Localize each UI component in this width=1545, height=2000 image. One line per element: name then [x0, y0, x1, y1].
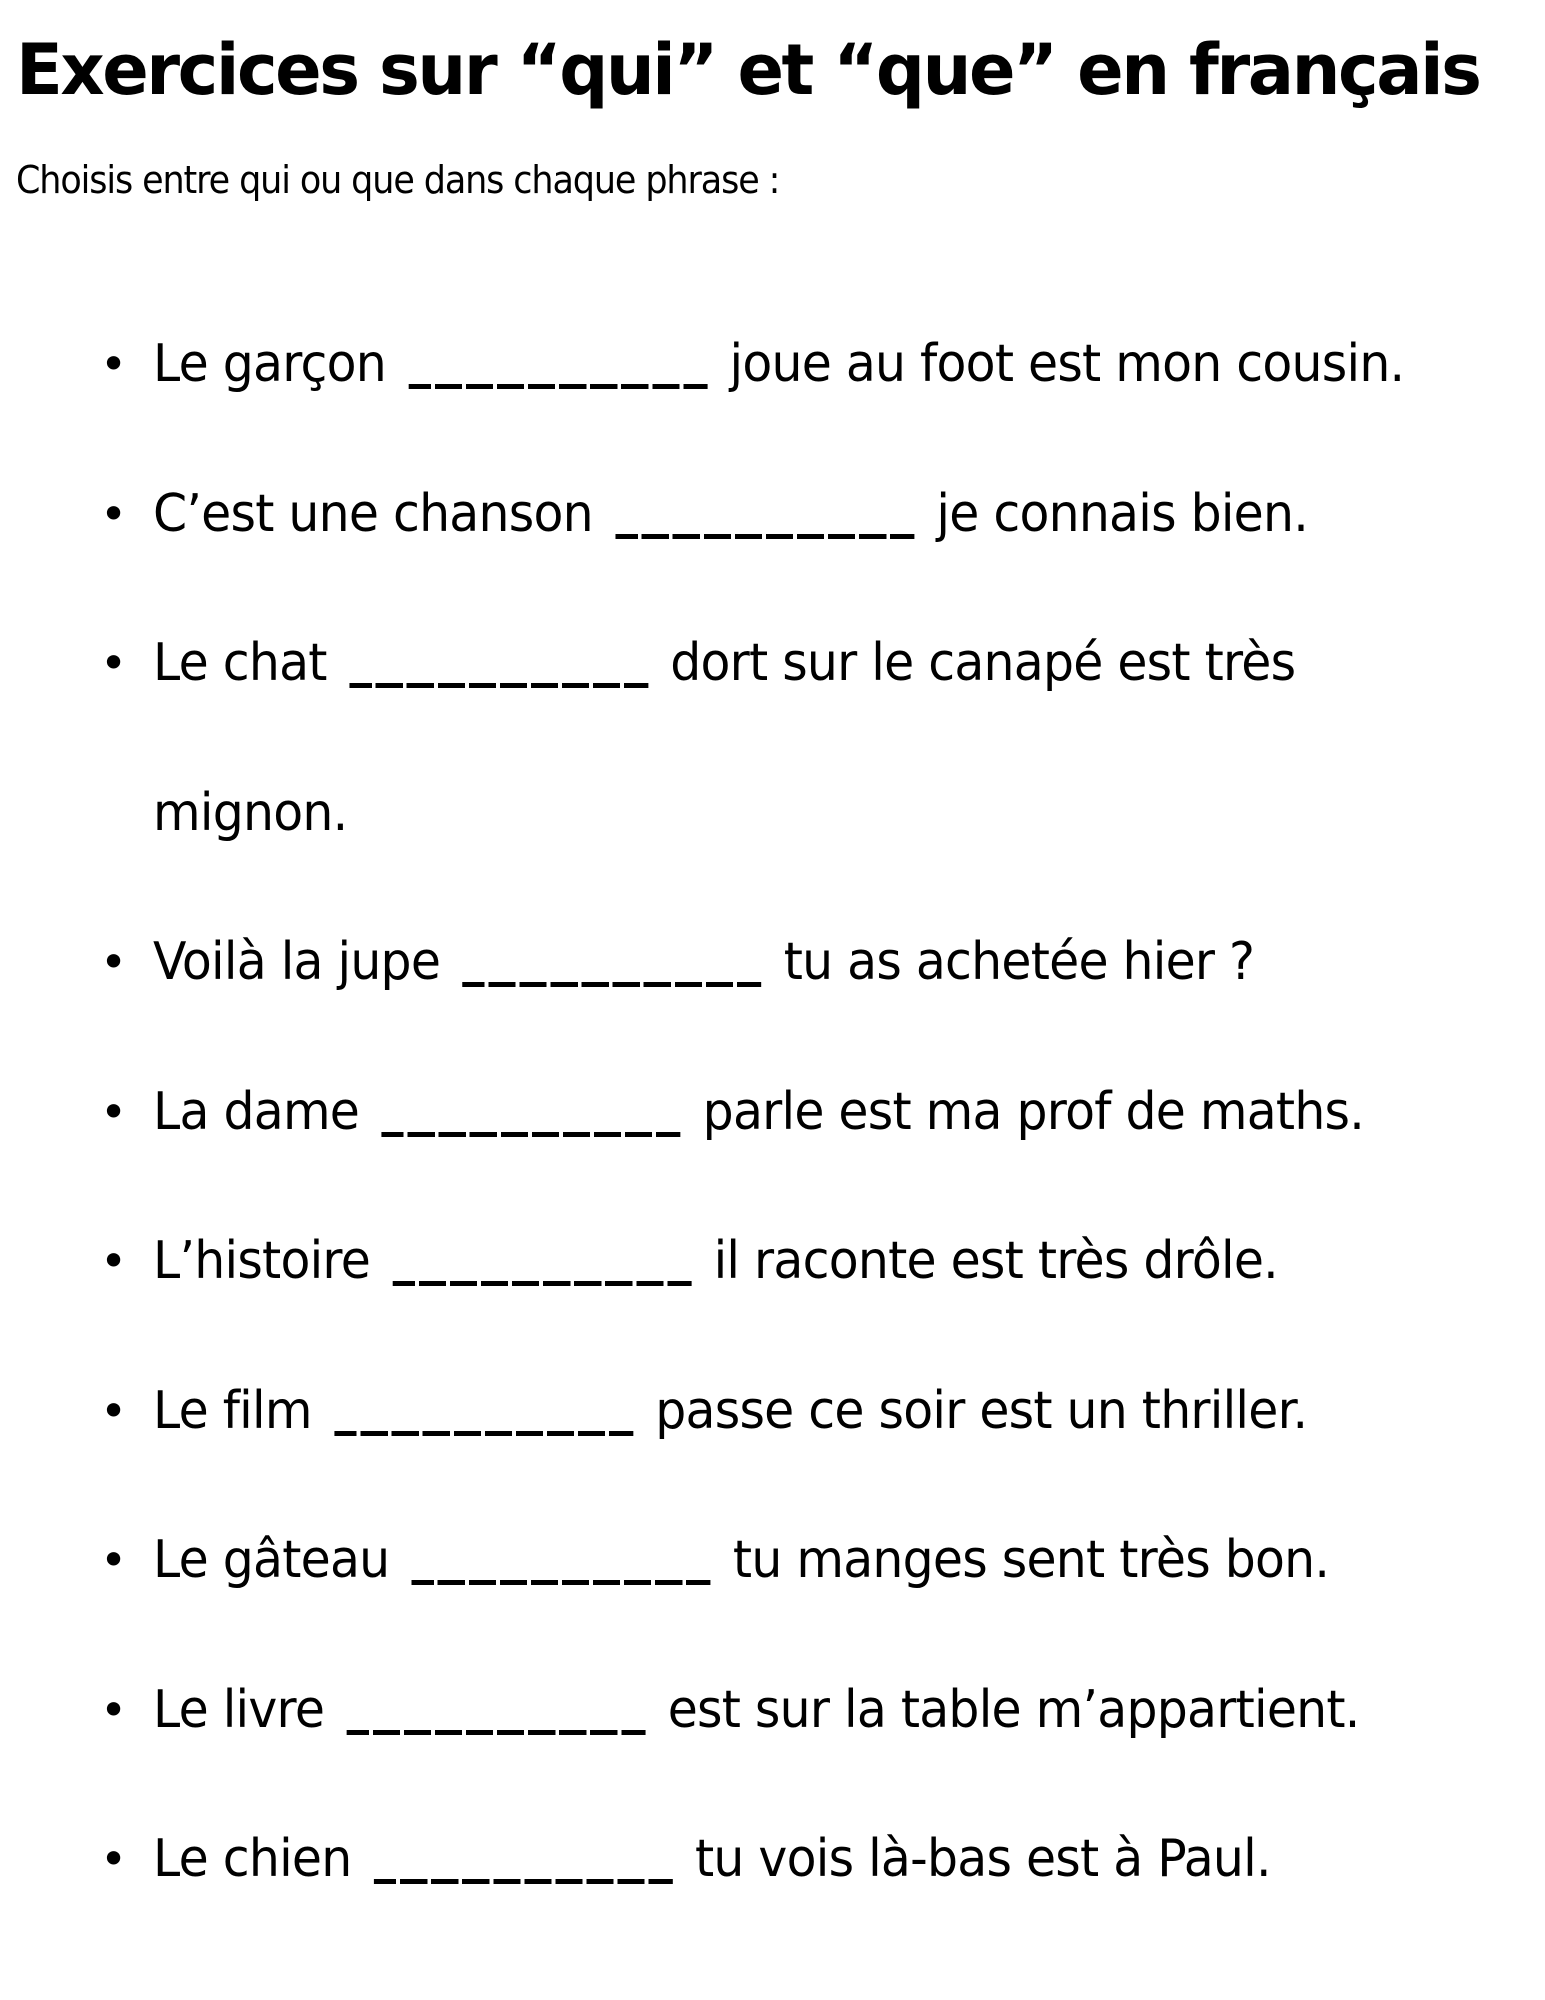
sentence-start: Le chien [153, 1829, 352, 1889]
exercise-item-2 [0, 440, 1545, 590]
bullet-icon: • [100, 1383, 127, 1438]
sentence-start: Le film [153, 1380, 312, 1441]
bullet-icon: • [100, 636, 127, 690]
sentence-end: joue au foot est mon cousin. [729, 334, 1405, 394]
bullet-icon: • [100, 1682, 127, 1737]
exercise-item-1 [0, 290, 1545, 440]
exercise-item-3-continuation [0, 739, 1545, 889]
answer-blank[interactable] [334, 1427, 633, 1436]
sentence-start: Le chat [153, 633, 327, 693]
sentence-start: Le livre [153, 1679, 325, 1740]
answer-blank[interactable] [412, 1576, 711, 1585]
sentence-end: passe ce soir est un thriller. [655, 1380, 1308, 1441]
sentence-start: La dame [153, 1081, 360, 1142]
bullet-icon: • [100, 337, 127, 391]
sentence-start: L’histoire [153, 1231, 371, 1291]
sentence-end: tu vois là-bas est à Paul. [694, 1829, 1271, 1889]
exercise-item-10 [0, 1785, 1545, 1935]
bullet-icon: • [100, 1533, 127, 1587]
instructions-text: Choisis entre qui ou que dans chaque phrase : [16, 158, 780, 202]
exercise-item-5 [0, 1038, 1545, 1188]
bullet-icon: • [100, 935, 127, 989]
sentence-end: parle est ma prof de maths. [702, 1081, 1365, 1142]
answer-blank[interactable] [381, 1128, 680, 1137]
sentence-start: Voilà la jupe [153, 932, 441, 992]
sentence-end: est sur la table m’appartient. [667, 1679, 1360, 1740]
exercise-item-6 [0, 1187, 1545, 1337]
answer-blank[interactable] [392, 1277, 691, 1286]
bullet-icon: • [100, 486, 127, 541]
sentence-start: Le gâteau [153, 1530, 390, 1590]
answer-blank[interactable] [408, 380, 707, 389]
sentence-end: tu manges sent très bon. [732, 1530, 1330, 1590]
exercise-item-9 [0, 1636, 1545, 1786]
bullet-icon: • [100, 1832, 127, 1886]
sentence-end: tu as achetée hier ? [783, 932, 1255, 992]
answer-blank[interactable] [374, 1875, 673, 1884]
answer-blank[interactable] [462, 978, 761, 987]
exercise-item-8 [0, 1486, 1545, 1636]
answer-blank[interactable] [349, 679, 648, 688]
page-title: Exercices sur “qui” et “que” en français [16, 29, 1480, 111]
bullet-icon: • [100, 1084, 127, 1139]
bullet-icon: • [100, 1234, 127, 1288]
answer-blank[interactable] [346, 1726, 645, 1735]
sentence-continuation: mignon. [153, 782, 348, 843]
answer-blank[interactable] [615, 530, 914, 539]
exercise-list [0, 290, 1545, 1935]
sentence-end: je connais bien. [936, 483, 1309, 544]
sentence-start: C’est une chanson [153, 483, 593, 544]
exercise-item-7 [0, 1337, 1545, 1487]
exercise-item-3 [0, 589, 1545, 739]
exercise-item-4 [0, 888, 1545, 1038]
sentence-start: Le garçon [153, 334, 386, 394]
sentence-end: dort sur le canapé est très [670, 633, 1296, 693]
sentence-end: il raconte est très drôle. [713, 1231, 1278, 1291]
